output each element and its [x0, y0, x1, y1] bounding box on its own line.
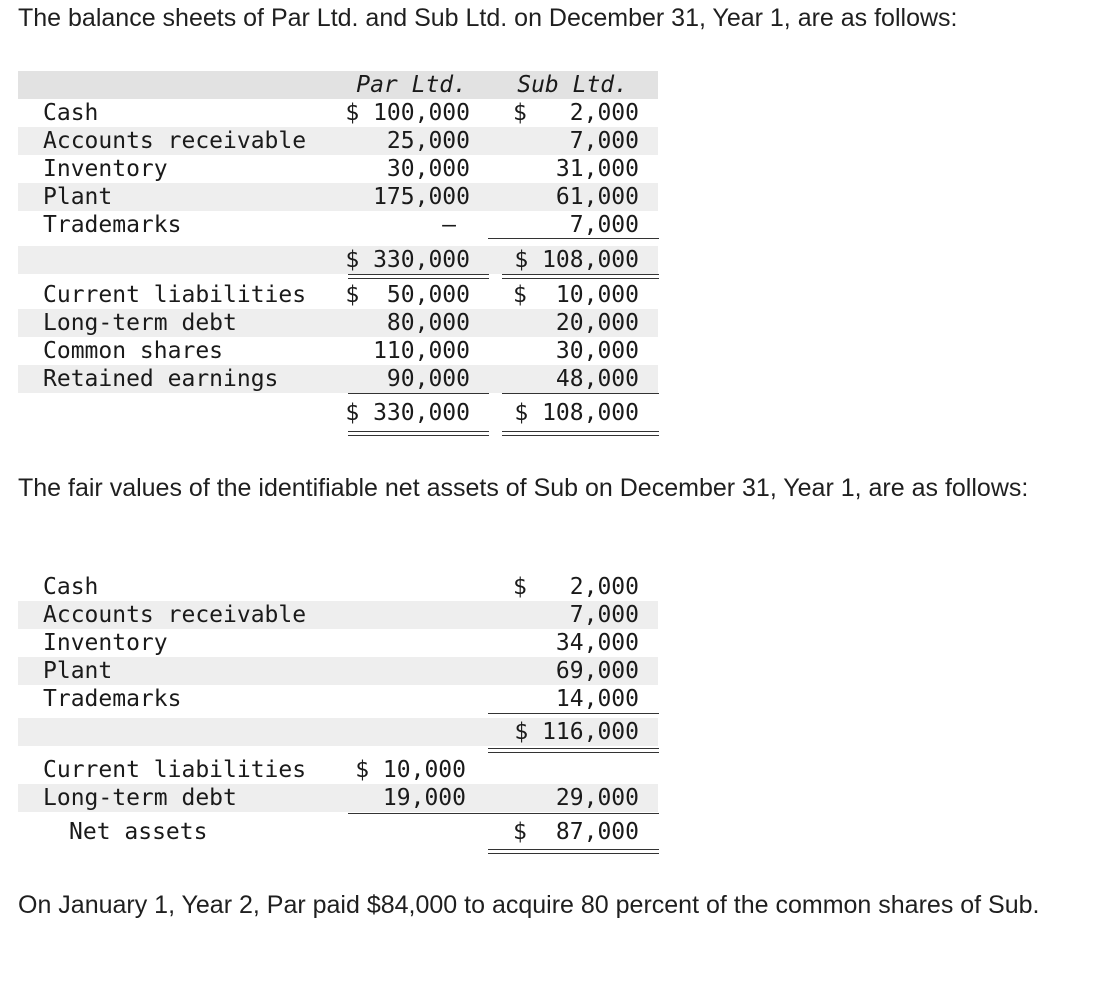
table-row: [18, 127, 658, 155]
par-value: $ 100,000: [345, 100, 470, 126]
dollar-sign: $: [513, 819, 527, 845]
fair-value: 7,000: [569, 602, 639, 628]
double-rule: [348, 274, 489, 279]
row-label: Cash: [43, 100, 99, 126]
table-row: [18, 281, 658, 309]
par-value: $ 50,000: [345, 282, 470, 308]
row-label: Plant: [43, 184, 113, 210]
row-label: Long-term debt: [43, 310, 237, 336]
double-rule: [488, 748, 659, 753]
subtotal-rule: [488, 713, 659, 714]
par-total-assets: $ 330,000: [345, 247, 470, 273]
table-row: [18, 784, 658, 812]
total-fair-value-assets: $ 116,000: [514, 719, 639, 745]
sub-value: 30,000: [555, 338, 639, 364]
table-header-row: [18, 71, 658, 99]
subtotal-rule: [488, 238, 659, 239]
fair-value-intro-paragraph: The fair values of the identifiable net assets of Sub on December 31, Year 1, are as follows:: [18, 474, 1029, 502]
total-liabilities-value: 29,000: [555, 785, 639, 811]
par-value: 80,000: [386, 310, 470, 336]
double-rule: [502, 274, 659, 279]
row-label: Accounts receivable: [43, 128, 307, 154]
sub-dollar-sign: $: [513, 100, 527, 126]
liability-value: $ 10,000: [355, 757, 466, 783]
sub-value: 20,000: [555, 310, 639, 336]
row-label: Long-term debt: [43, 785, 237, 811]
sub-value: 48,000: [555, 366, 639, 392]
par-value: –: [442, 212, 456, 238]
table-row: [18, 657, 658, 685]
sub-value: 10,000: [555, 282, 639, 308]
header-sub-ltd: Sub Ltd.: [517, 72, 628, 98]
net-assets-row: [18, 818, 658, 846]
table-row: [18, 365, 658, 393]
row-label: Trademarks: [43, 212, 182, 238]
dollar-sign: $: [513, 574, 527, 600]
row-label: Cash: [43, 574, 99, 600]
row-label: Current liabilities: [43, 282, 307, 308]
subtotal-rule: [488, 813, 659, 814]
closing-paragraph: On January 1, Year 2, Par paid $84,000 to acquire 80 percent of the common shares of Sub.: [18, 891, 1040, 919]
par-total-liabilities: $ 330,000: [345, 400, 470, 426]
row-label: Trademarks: [43, 686, 182, 712]
total-fv-assets-row: [18, 718, 658, 746]
double-rule: [502, 431, 659, 436]
header-par-ltd: Par Ltd.: [356, 72, 467, 98]
sub-value: 2,000: [569, 100, 639, 126]
subtotal-rule: [348, 393, 489, 394]
net-assets-value: 87,000: [555, 819, 639, 845]
row-label: Plant: [43, 658, 113, 684]
par-value: 175,000: [373, 184, 470, 210]
fair-value: 69,000: [555, 658, 639, 684]
table-row: [18, 685, 658, 713]
sub-value: 61,000: [555, 184, 639, 210]
row-label: Current liabilities: [43, 757, 307, 783]
subtotal-rule: [502, 393, 659, 394]
double-rule: [348, 431, 489, 436]
liability-value: 19,000: [382, 785, 466, 811]
par-value: 30,000: [386, 156, 470, 182]
sub-total-liabilities: $ 108,000: [514, 400, 639, 426]
table-row: [18, 309, 658, 337]
par-value: 25,000: [386, 128, 470, 154]
table-row: [18, 211, 658, 239]
fair-value: 14,000: [555, 686, 639, 712]
sub-value: 7,000: [569, 128, 639, 154]
table-row: [18, 756, 658, 784]
intro-paragraph: The balance sheets of Par Ltd. and Sub Ltd. on December 31, Year 1, are as follows:: [18, 4, 958, 32]
subtotal-rule: [348, 813, 489, 814]
row-label: Retained earnings: [43, 366, 279, 392]
table-row: [18, 573, 658, 601]
fair-value: 2,000: [569, 574, 639, 600]
row-label: Common shares: [43, 338, 224, 364]
row-label: Inventory: [43, 630, 168, 656]
total-liabilities-row: [18, 399, 658, 427]
table-row: [18, 601, 658, 629]
sub-dollar-sign: $: [513, 282, 527, 308]
double-rule: [488, 849, 659, 854]
net-assets-label: Net assets: [69, 819, 208, 845]
sub-total-assets: $ 108,000: [514, 247, 639, 273]
table-row: [18, 337, 658, 365]
table-row: [18, 183, 658, 211]
sub-value: 7,000: [569, 212, 639, 238]
fair-value: 34,000: [555, 630, 639, 656]
row-label: Accounts receivable: [43, 602, 307, 628]
par-value: 110,000: [373, 338, 470, 364]
total-assets-row: [18, 246, 658, 274]
table-row: [18, 629, 658, 657]
sub-value: 31,000: [555, 156, 639, 182]
row-label: Inventory: [43, 156, 168, 182]
par-value: 90,000: [386, 366, 470, 392]
table-row: [18, 155, 658, 183]
table-row: [18, 99, 658, 127]
